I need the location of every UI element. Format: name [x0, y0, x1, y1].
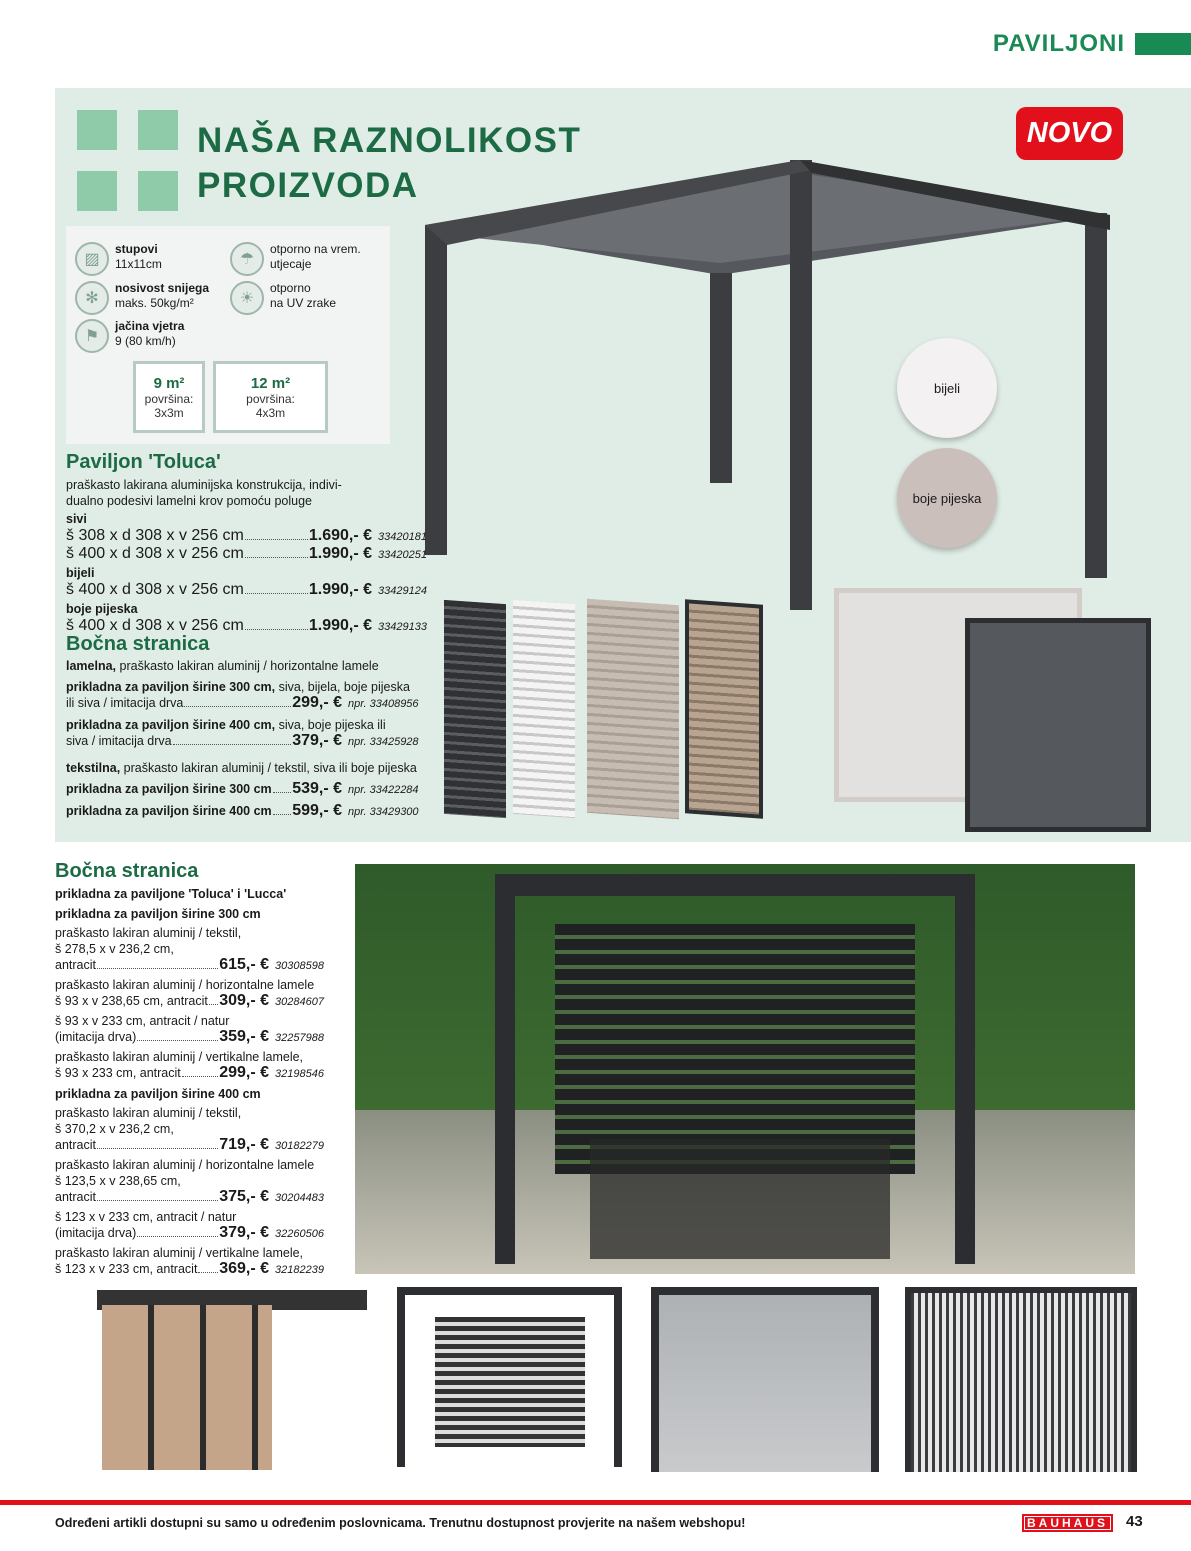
product-desc: praškasto lakirana aluminijska konstrukcija, indivi-dualno podesivi lamelni krov pomoću poluge: [66, 478, 342, 508]
spec-wind: [75, 319, 184, 353]
row-bold: prikladna za paviljon širine 300 cm,: [66, 680, 276, 694]
spec-label: nosivost snijega: [115, 281, 210, 295]
dot-leader: [209, 1004, 218, 1005]
color-group-label: bijeli: [66, 566, 95, 580]
price: 1.990,- €: [308, 617, 372, 634]
price-line: [66, 733, 426, 750]
area-9: [133, 361, 205, 433]
item-desc: š 400 x d 308 x v 256 cm: [66, 617, 244, 634]
spec-value: 11x11cm: [115, 257, 162, 271]
price: 599,- €: [292, 802, 342, 819]
dot-leader: [245, 557, 308, 558]
item-desc: antracit: [55, 1138, 96, 1152]
article-number: 33429133: [378, 621, 427, 633]
row-text: siva, boje pijeska ili: [275, 718, 386, 732]
price: 539,- €: [292, 780, 342, 797]
spec-label: otporno: [270, 281, 311, 295]
price: 375,- €: [219, 1188, 269, 1205]
dot-leader: [173, 744, 292, 745]
article-number: 32260506: [275, 1228, 324, 1240]
price: 299,- €: [219, 1064, 269, 1081]
decor-square: [77, 171, 117, 211]
row-text: siva, bijela, boje pijeska: [275, 680, 410, 694]
row-bold: prikladna za paviljon širine 400 cm,: [66, 718, 276, 732]
spec-weather: [230, 242, 361, 276]
spec-posts: [75, 242, 162, 276]
price: 615,- €: [219, 956, 269, 973]
item-desc: (imitacija drva): [55, 1030, 137, 1044]
dot-leader: [137, 1040, 218, 1041]
dot-leader: [245, 593, 308, 594]
item-desc-line: š 123,5 x v 238,65 cm,: [55, 1174, 181, 1188]
price-line: [66, 545, 436, 563]
item-desc-line: š 93 x v 233 cm, antracit / natur: [55, 1014, 230, 1028]
price-row: [55, 1049, 333, 1082]
color-swatch-white: [897, 338, 997, 438]
dot-leader: [97, 1148, 218, 1149]
dot-leader: [273, 792, 292, 793]
spec-snow: [75, 281, 209, 315]
item-desc: prikladna za paviljon širine 400 cm: [66, 804, 272, 818]
dot-leader: [245, 629, 308, 630]
price-row: [55, 1209, 333, 1242]
article-number: 32198546: [275, 1068, 324, 1080]
spec-label: stupovi: [115, 242, 158, 256]
item-desc-line: praškasto lakiran aluminij / vertikalne lamele,: [55, 1050, 304, 1064]
article-number: 30284607: [275, 996, 324, 1008]
item-desc-line: š 123 x v 233 cm, antracit / natur: [55, 1210, 237, 1224]
pergola-textile-image: [651, 1287, 879, 1472]
price-list: [66, 511, 436, 635]
price-line: [66, 695, 426, 712]
section-heading: Bočna stranica: [66, 633, 210, 655]
pergola-wood-panels-image: [97, 1290, 367, 1480]
item-desc: antracit: [55, 958, 96, 972]
swatch-label: bijeli: [933, 380, 960, 396]
price-line: [66, 527, 436, 545]
color-group-label: boje pijeska: [66, 602, 138, 616]
color-swatch-sand: [897, 448, 997, 548]
spec-value: na UV zrake: [270, 296, 337, 310]
garden-photo: [355, 864, 1135, 1274]
swatch-label: boje pijeska: [912, 490, 982, 506]
area-12: [213, 361, 328, 433]
price: 719,- €: [219, 1136, 269, 1153]
dot-leader: [97, 1200, 218, 1201]
dot-leader: [273, 814, 292, 815]
area-label: površina:: [246, 392, 295, 406]
price-line: [66, 803, 426, 820]
compat-note: prikladna za paviljone 'Toluca' i 'Lucca': [55, 887, 287, 901]
dot-leader: [184, 706, 291, 707]
pergola-image: [420, 155, 1120, 615]
article-number: 30204483: [275, 1192, 324, 1204]
area-value: 9 m²: [153, 375, 185, 392]
price-row: [55, 977, 333, 1010]
panel-lamel-wood: [685, 599, 763, 818]
article-number: npr. 33422284: [348, 784, 419, 796]
decor-square: [138, 171, 178, 211]
item-desc: antracit: [55, 1190, 96, 1204]
type-label: tekstilna,: [66, 761, 121, 775]
article-number: 33420251: [378, 549, 427, 561]
price-list: [55, 906, 333, 1278]
windsock-icon: ⚑: [75, 319, 109, 353]
type-desc: praškasto lakiran aluminij / horizontalne lamele: [116, 659, 379, 673]
price-row: [66, 803, 426, 820]
item-desc-line: š 278,5 x v 236,2 cm,: [55, 942, 174, 956]
item-desc-line: praškasto lakiran aluminij / vertikalne lamele,: [55, 1246, 304, 1260]
bauhaus-logo: BAUHAUS: [1022, 1514, 1113, 1532]
type-label: lamelna,: [66, 659, 117, 673]
article-number: 33429124: [378, 585, 427, 597]
item-desc: prikladna za paviljon širine 300 cm: [66, 782, 272, 796]
article-number: 30308598: [275, 960, 324, 972]
row-head: [66, 679, 426, 695]
type-desc: praškasto lakiran aluminij / tekstil, siva ili boje pijeska: [120, 761, 417, 775]
title-line: NAŠA RAZNOLIKOST: [197, 121, 582, 160]
article-number: 33420181: [378, 531, 427, 543]
panel-lamel-sand: [587, 599, 679, 819]
article-number: npr. 33408956: [348, 698, 419, 710]
toluca-section: [66, 451, 436, 635]
price-line: [55, 1261, 333, 1278]
item-desc: š 308 x d 308 x v 256 cm: [66, 527, 244, 544]
panel-lamel-grey: [444, 600, 506, 818]
weather-icon: ☂: [230, 242, 264, 276]
side-panel-section-2: [55, 860, 333, 1278]
price-row: [55, 1157, 333, 1206]
area-dim: 4x3m: [255, 406, 286, 420]
product-title: Paviljon 'Toluca': [66, 451, 221, 473]
price-row: [66, 717, 426, 750]
spec-value: maks. 50kg/m²: [115, 296, 194, 310]
article-number: 32182239: [275, 1264, 324, 1276]
item-desc: ili siva / imitacija drva: [66, 696, 184, 710]
price-line: [55, 1225, 333, 1242]
price-list: [66, 781, 426, 820]
item-desc-line: praškasto lakiran aluminij / tekstil,: [55, 926, 242, 940]
area-label: površina:: [144, 392, 194, 406]
availability-note: Određeni artikli dostupni su samo u određenim poslovnicama. Trenutnu dostupnost provjerite na našem webshopu!: [55, 1516, 746, 1530]
price: 359,- €: [219, 1028, 269, 1045]
item-desc: š 400 x d 308 x v 256 cm: [66, 581, 244, 598]
price-line: [55, 957, 333, 974]
price: 1.990,- €: [308, 581, 372, 598]
group-heading: prikladna za paviljon širine 300 cm: [55, 907, 261, 921]
item-desc-line: praškasto lakiran aluminij / horizontalne lamele: [55, 978, 315, 992]
price: 309,- €: [219, 992, 269, 1009]
section-bar: [1135, 33, 1191, 55]
color-group-label: sivi: [66, 512, 87, 526]
price-row: [55, 1245, 333, 1278]
article-number: npr. 33429300: [348, 806, 419, 818]
price-line: [55, 1065, 333, 1082]
item-desc: (imitacija drva): [55, 1226, 137, 1240]
section-title: PAVILJONI: [992, 30, 1125, 57]
dot-leader: [198, 1272, 218, 1273]
price-line: [55, 1189, 333, 1206]
pergola-vertical-lamel-image: [905, 1287, 1137, 1472]
panel-lamel-white: [513, 600, 575, 818]
price: 369,- €: [219, 1260, 269, 1277]
price-row: [55, 1105, 333, 1154]
item-desc-line: š 370,2 x v 236,2 cm,: [55, 1122, 174, 1136]
item-desc-line: praškasto lakiran aluminij / horizontalne lamele: [55, 1158, 315, 1172]
price-line: [55, 993, 333, 1010]
price: 379,- €: [219, 1224, 269, 1241]
snow-icon: ✻: [75, 281, 109, 315]
page-number: 43: [1126, 1513, 1143, 1530]
uv-icon: ☀: [230, 281, 264, 315]
price-line: [66, 781, 426, 798]
price-line: [55, 1137, 333, 1154]
section-heading: Bočna stranica: [55, 860, 199, 882]
dot-leader: [182, 1076, 218, 1077]
decor-square: [77, 110, 117, 150]
novo-badge: NOVO: [1016, 107, 1123, 160]
dot-leader: [137, 1236, 218, 1237]
side-panel-section: [66, 633, 426, 820]
panel-textile-grey: [965, 618, 1151, 832]
item-desc: š 400 x d 308 x v 256 cm: [66, 545, 244, 562]
article-number: 32257988: [275, 1032, 324, 1044]
price-row: [66, 679, 426, 712]
group-heading: prikladna za paviljon širine 400 cm: [55, 1087, 261, 1101]
title-line: PROIZVODA: [197, 166, 419, 205]
article-number: npr. 33425928: [348, 736, 419, 748]
price: 379,- €: [292, 732, 342, 749]
post-icon: ▨: [75, 242, 109, 276]
item-desc: siva / imitacija drva: [66, 734, 172, 748]
price-line: [66, 581, 436, 599]
spec-uv: [230, 281, 336, 315]
price-line: [55, 1029, 333, 1046]
spec-label: otporno na vrem.: [270, 242, 361, 256]
price: 1.690,- €: [308, 527, 372, 544]
article-number: 30182279: [275, 1140, 324, 1152]
item-desc-line: praškasto lakiran aluminij / tekstil,: [55, 1106, 242, 1120]
decor-square: [138, 110, 178, 150]
row-head: [66, 717, 426, 733]
item-desc: š 93 x 233 cm, antracit: [55, 1066, 181, 1080]
price-list: [66, 679, 426, 750]
price-row: [55, 925, 333, 974]
footer-divider: [0, 1500, 1191, 1505]
area-value: 12 m²: [250, 375, 291, 392]
price-row: [55, 1013, 333, 1046]
price: 299,- €: [292, 694, 342, 711]
spec-value: 9 (80 km/h): [115, 334, 176, 348]
dot-leader: [97, 968, 218, 969]
item-desc: š 93 x v 238,65 cm, antracit: [55, 994, 208, 1008]
spec-value: utjecaje: [270, 257, 312, 271]
item-desc: š 123 x v 233 cm, antracit: [55, 1262, 198, 1276]
spec-label: jačina vjetra: [115, 319, 185, 333]
price-row: [66, 781, 426, 798]
price: 1.990,- €: [308, 545, 372, 562]
area-dim: 3x3m: [154, 406, 184, 420]
dot-leader: [245, 539, 308, 540]
pergola-horizontal-lamel-image: [397, 1287, 622, 1467]
